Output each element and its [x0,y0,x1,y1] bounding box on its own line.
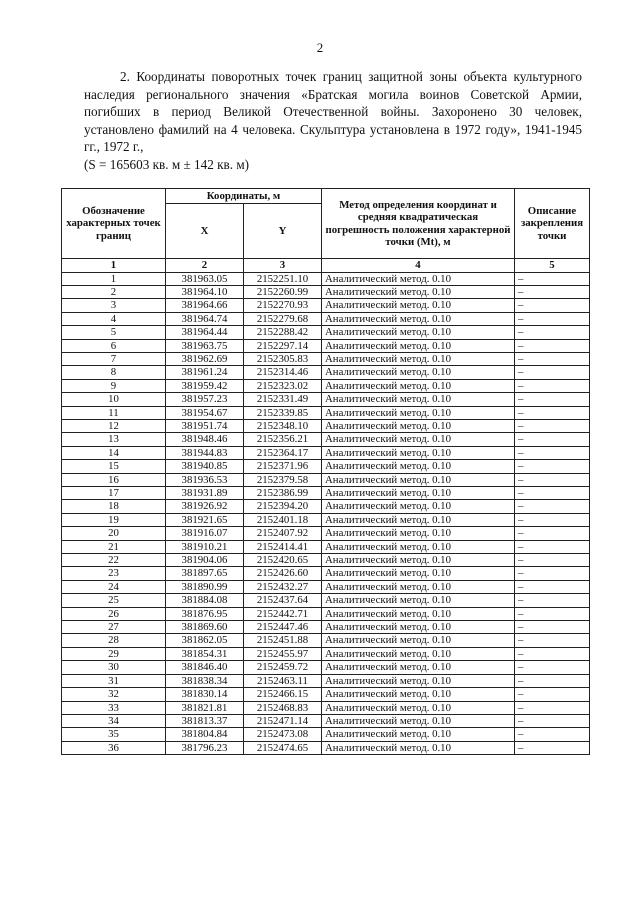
method-cell: Аналитический метод. 0.10 [322,634,515,647]
method-cell: Аналитический метод. 0.10 [322,701,515,714]
point-number-cell: 9 [62,379,166,392]
method-cell: Аналитический метод. 0.10 [322,714,515,727]
description-cell: – [515,647,590,660]
x-coordinate-cell: 381964.44 [166,326,244,339]
point-number-cell: 1 [62,272,166,285]
x-coordinate-cell: 381964.74 [166,312,244,325]
table-row [62,487,590,500]
point-number-cell: 32 [62,688,166,701]
method-cell: Аналитический метод. 0.10 [322,647,515,660]
x-coordinate-cell: 381959.42 [166,379,244,392]
method-cell: Аналитический метод. 0.10 [322,460,515,473]
description-cell: – [515,339,590,352]
y-coordinate-cell: 2152297.14 [244,339,322,352]
table-row [62,339,590,352]
table-row [62,312,590,325]
y-coordinate-cell: 2152356.21 [244,433,322,446]
method-cell: Аналитический метод. 0.10 [322,621,515,634]
x-coordinate-cell: 381948.46 [166,433,244,446]
method-cell: Аналитический метод. 0.10 [322,473,515,486]
table-body [62,272,590,755]
table-row [62,393,590,406]
description-cell: – [515,299,590,312]
point-number-cell: 3 [62,299,166,312]
x-coordinate-cell: 381904.06 [166,554,244,567]
header-description: Описание закрепления точки [515,189,590,259]
method-cell: Аналитический метод. 0.10 [322,285,515,298]
description-cell: – [515,406,590,419]
method-cell: Аналитический метод. 0.10 [322,661,515,674]
y-coordinate-cell: 2152455.97 [244,647,322,660]
x-coordinate-cell: 381940.85 [166,460,244,473]
y-coordinate-cell: 2152331.49 [244,393,322,406]
description-cell: – [515,446,590,459]
y-coordinate-cell: 2152459.72 [244,661,322,674]
x-coordinate-cell: 381944.83 [166,446,244,459]
table-row [62,661,590,674]
x-coordinate-cell: 381963.75 [166,339,244,352]
description-cell: – [515,661,590,674]
description-cell: – [515,527,590,540]
method-cell: Аналитический метод. 0.10 [322,607,515,620]
column-number: 3 [244,259,322,273]
x-coordinate-cell: 381954.67 [166,406,244,419]
point-number-cell: 24 [62,580,166,593]
description-cell: – [515,621,590,634]
y-coordinate-cell: 2152371.96 [244,460,322,473]
method-cell: Аналитический метод. 0.10 [322,513,515,526]
table-row [62,714,590,727]
method-cell: Аналитический метод. 0.10 [322,393,515,406]
point-number-cell: 30 [62,661,166,674]
description-cell: – [515,567,590,580]
method-cell: Аналитический метод. 0.10 [322,487,515,500]
table-row [62,567,590,580]
description-cell: – [515,393,590,406]
method-cell: Аналитический метод. 0.10 [322,406,515,419]
table-row [62,406,590,419]
description-cell: – [515,272,590,285]
method-cell: Аналитический метод. 0.10 [322,419,515,432]
point-number-cell: 17 [62,487,166,500]
point-number-cell: 2 [62,285,166,298]
header-coords: Координаты, м [166,189,322,204]
description-cell: – [515,460,590,473]
table-row [62,460,590,473]
method-cell: Аналитический метод. 0.10 [322,741,515,754]
y-coordinate-cell: 2152348.10 [244,419,322,432]
method-cell: Аналитический метод. 0.10 [322,540,515,553]
description-cell: – [515,326,590,339]
y-coordinate-cell: 2152451.88 [244,634,322,647]
method-cell: Аналитический метод. 0.10 [322,312,515,325]
y-coordinate-cell: 2152394.20 [244,500,322,513]
description-cell: – [515,419,590,432]
table-row [62,379,590,392]
table-row [62,647,590,660]
y-coordinate-cell: 2152463.11 [244,674,322,687]
point-number-cell: 14 [62,446,166,459]
header-designation: Обозначение характерных точек границ [62,189,166,259]
description-cell: – [515,728,590,741]
x-coordinate-cell: 381961.24 [166,366,244,379]
y-coordinate-cell: 2152323.02 [244,379,322,392]
method-cell: Аналитический метод. 0.10 [322,366,515,379]
point-number-cell: 33 [62,701,166,714]
column-number: 4 [322,259,515,273]
description-cell: – [515,352,590,365]
point-number-cell: 20 [62,527,166,540]
table-row [62,272,590,285]
x-coordinate-cell: 381854.31 [166,647,244,660]
table-row [62,527,590,540]
method-cell: Аналитический метод. 0.10 [322,326,515,339]
x-coordinate-cell: 381957.23 [166,393,244,406]
x-coordinate-cell: 381821.81 [166,701,244,714]
point-number-cell: 7 [62,352,166,365]
table-row [62,594,590,607]
y-coordinate-cell: 2152251.10 [244,272,322,285]
point-number-cell: 34 [62,714,166,727]
description-cell: – [515,513,590,526]
description-cell: – [515,741,590,754]
x-coordinate-cell: 381846.40 [166,661,244,674]
table-row [62,621,590,634]
point-number-cell: 36 [62,741,166,754]
description-cell: – [515,433,590,446]
x-coordinate-cell: 381964.66 [166,299,244,312]
point-number-cell: 22 [62,554,166,567]
point-number-cell: 8 [62,366,166,379]
table-row [62,419,590,432]
method-cell: Аналитический метод. 0.10 [322,299,515,312]
method-cell: Аналитический метод. 0.10 [322,446,515,459]
description-cell: – [515,285,590,298]
y-coordinate-cell: 2152432.27 [244,580,322,593]
point-number-cell: 13 [62,433,166,446]
point-number-cell: 28 [62,634,166,647]
y-coordinate-cell: 2152437.64 [244,594,322,607]
y-coordinate-cell: 2152447.46 [244,621,322,634]
method-cell: Аналитический метод. 0.10 [322,379,515,392]
table-row [62,554,590,567]
method-cell: Аналитический метод. 0.10 [322,554,515,567]
point-number-cell: 16 [62,473,166,486]
page-number: 2 [316,40,324,55]
coordinates-table [61,188,590,755]
y-coordinate-cell: 2152339.85 [244,406,322,419]
method-cell: Аналитический метод. 0.10 [322,433,515,446]
x-coordinate-cell: 381897.65 [166,567,244,580]
y-coordinate-cell: 2152426.60 [244,567,322,580]
y-coordinate-cell: 2152468.83 [244,701,322,714]
y-coordinate-cell: 2152305.83 [244,352,322,365]
area-line: (S = 165603 кв. м ± 142 кв. м) [84,156,250,172]
y-coordinate-cell: 2152364.17 [244,446,322,459]
table-row [62,728,590,741]
point-number-cell: 11 [62,406,166,419]
point-number-cell: 18 [62,500,166,513]
point-number-cell: 23 [62,567,166,580]
point-number-cell: 4 [62,312,166,325]
table-row [62,580,590,593]
y-coordinate-cell: 2152414.41 [244,540,322,553]
x-coordinate-cell: 381869.60 [166,621,244,634]
point-number-cell: 27 [62,621,166,634]
description-cell: – [515,634,590,647]
header-y: Y [244,204,322,259]
table-row [62,352,590,365]
description-cell: – [515,312,590,325]
x-coordinate-cell: 381964.10 [166,285,244,298]
table-row [62,473,590,486]
method-cell: Аналитический метод. 0.10 [322,674,515,687]
y-coordinate-cell: 2152288.42 [244,326,322,339]
y-coordinate-cell: 2152466.15 [244,688,322,701]
point-number-cell: 19 [62,513,166,526]
table-row [62,674,590,687]
point-number-cell: 31 [62,674,166,687]
point-number-cell: 26 [62,607,166,620]
method-cell: Аналитический метод. 0.10 [322,272,515,285]
description-cell: – [515,379,590,392]
table-row [62,540,590,553]
description-cell: – [515,688,590,701]
y-coordinate-cell: 2152473.08 [244,728,322,741]
point-number-cell: 25 [62,594,166,607]
description-cell: – [515,473,590,486]
x-coordinate-cell: 381916.07 [166,527,244,540]
x-coordinate-cell: 381962.69 [166,352,244,365]
y-coordinate-cell: 2152401.18 [244,513,322,526]
table-row [62,741,590,754]
x-coordinate-cell: 381926.92 [166,500,244,513]
description-cell: – [515,701,590,714]
point-number-cell: 12 [62,419,166,432]
intro-paragraph: 2. Координаты поворотных точек границ защитной зоны объекта культурного наследия регионального значения «Братская могила воинов Советской Армии, погибших в период Великой Отечественной войны. Захоронено 30 человек, установлено фамилий на 4 человека. Скульптура установлена в 1972 году», 1941-1945 гг., 1972 г., [84,69,582,154]
table-row [62,688,590,701]
method-cell: Аналитический метод. 0.10 [322,688,515,701]
header-method: Метод определения координат и средняя квадратическая погрешность положения характерной точки (Mt), м [322,189,515,259]
point-number-cell: 6 [62,339,166,352]
x-coordinate-cell: 381813.37 [166,714,244,727]
x-coordinate-cell: 381921.65 [166,513,244,526]
y-coordinate-cell: 2152442.71 [244,607,322,620]
table-row [62,513,590,526]
description-cell: – [515,366,590,379]
table-row [62,701,590,714]
table-row [62,285,590,298]
description-cell: – [515,540,590,553]
table-row [62,607,590,620]
description-cell: – [515,554,590,567]
y-coordinate-cell: 2152314.46 [244,366,322,379]
x-coordinate-cell: 381862.05 [166,634,244,647]
table-row [62,500,590,513]
description-cell: – [515,594,590,607]
x-coordinate-cell: 381890.99 [166,580,244,593]
table-row [62,366,590,379]
x-coordinate-cell: 381936.53 [166,473,244,486]
y-coordinate-cell: 2152420.65 [244,554,322,567]
point-number-cell: 15 [62,460,166,473]
x-coordinate-cell: 381931.89 [166,487,244,500]
y-coordinate-cell: 2152471.14 [244,714,322,727]
y-coordinate-cell: 2152474.65 [244,741,322,754]
description-cell: – [515,714,590,727]
y-coordinate-cell: 2152260.99 [244,285,322,298]
intro-text [84,68,582,173]
method-cell: Аналитический метод. 0.10 [322,527,515,540]
header-x: X [166,204,244,259]
y-coordinate-cell: 2152270.93 [244,299,322,312]
x-coordinate-cell: 381910.21 [166,540,244,553]
y-coordinate-cell: 2152407.92 [244,527,322,540]
column-number: 5 [515,259,590,273]
table-row [62,299,590,312]
table-row [62,326,590,339]
x-coordinate-cell: 381951.74 [166,419,244,432]
point-number-cell: 35 [62,728,166,741]
description-cell: – [515,487,590,500]
x-coordinate-cell: 381804.84 [166,728,244,741]
y-coordinate-cell: 2152279.68 [244,312,322,325]
y-coordinate-cell: 2152386.99 [244,487,322,500]
method-cell: Аналитический метод. 0.10 [322,352,515,365]
x-coordinate-cell: 381796.23 [166,741,244,754]
x-coordinate-cell: 381838.34 [166,674,244,687]
x-coordinate-cell: 381876.95 [166,607,244,620]
method-cell: Аналитический метод. 0.10 [322,567,515,580]
x-coordinate-cell: 381963.05 [166,272,244,285]
column-number: 1 [62,259,166,273]
description-cell: – [515,580,590,593]
x-coordinate-cell: 381884.08 [166,594,244,607]
point-number-cell: 29 [62,647,166,660]
column-number: 2 [166,259,244,273]
table-row [62,446,590,459]
description-cell: – [515,500,590,513]
point-number-cell: 5 [62,326,166,339]
description-cell: – [515,674,590,687]
description-cell: – [515,607,590,620]
point-number-cell: 10 [62,393,166,406]
method-cell: Аналитический метод. 0.10 [322,728,515,741]
method-cell: Аналитический метод. 0.10 [322,500,515,513]
table-row [62,433,590,446]
x-coordinate-cell: 381830.14 [166,688,244,701]
y-coordinate-cell: 2152379.58 [244,473,322,486]
method-cell: Аналитический метод. 0.10 [322,339,515,352]
table-row [62,634,590,647]
method-cell: Аналитический метод. 0.10 [322,594,515,607]
method-cell: Аналитический метод. 0.10 [322,580,515,593]
point-number-cell: 21 [62,540,166,553]
